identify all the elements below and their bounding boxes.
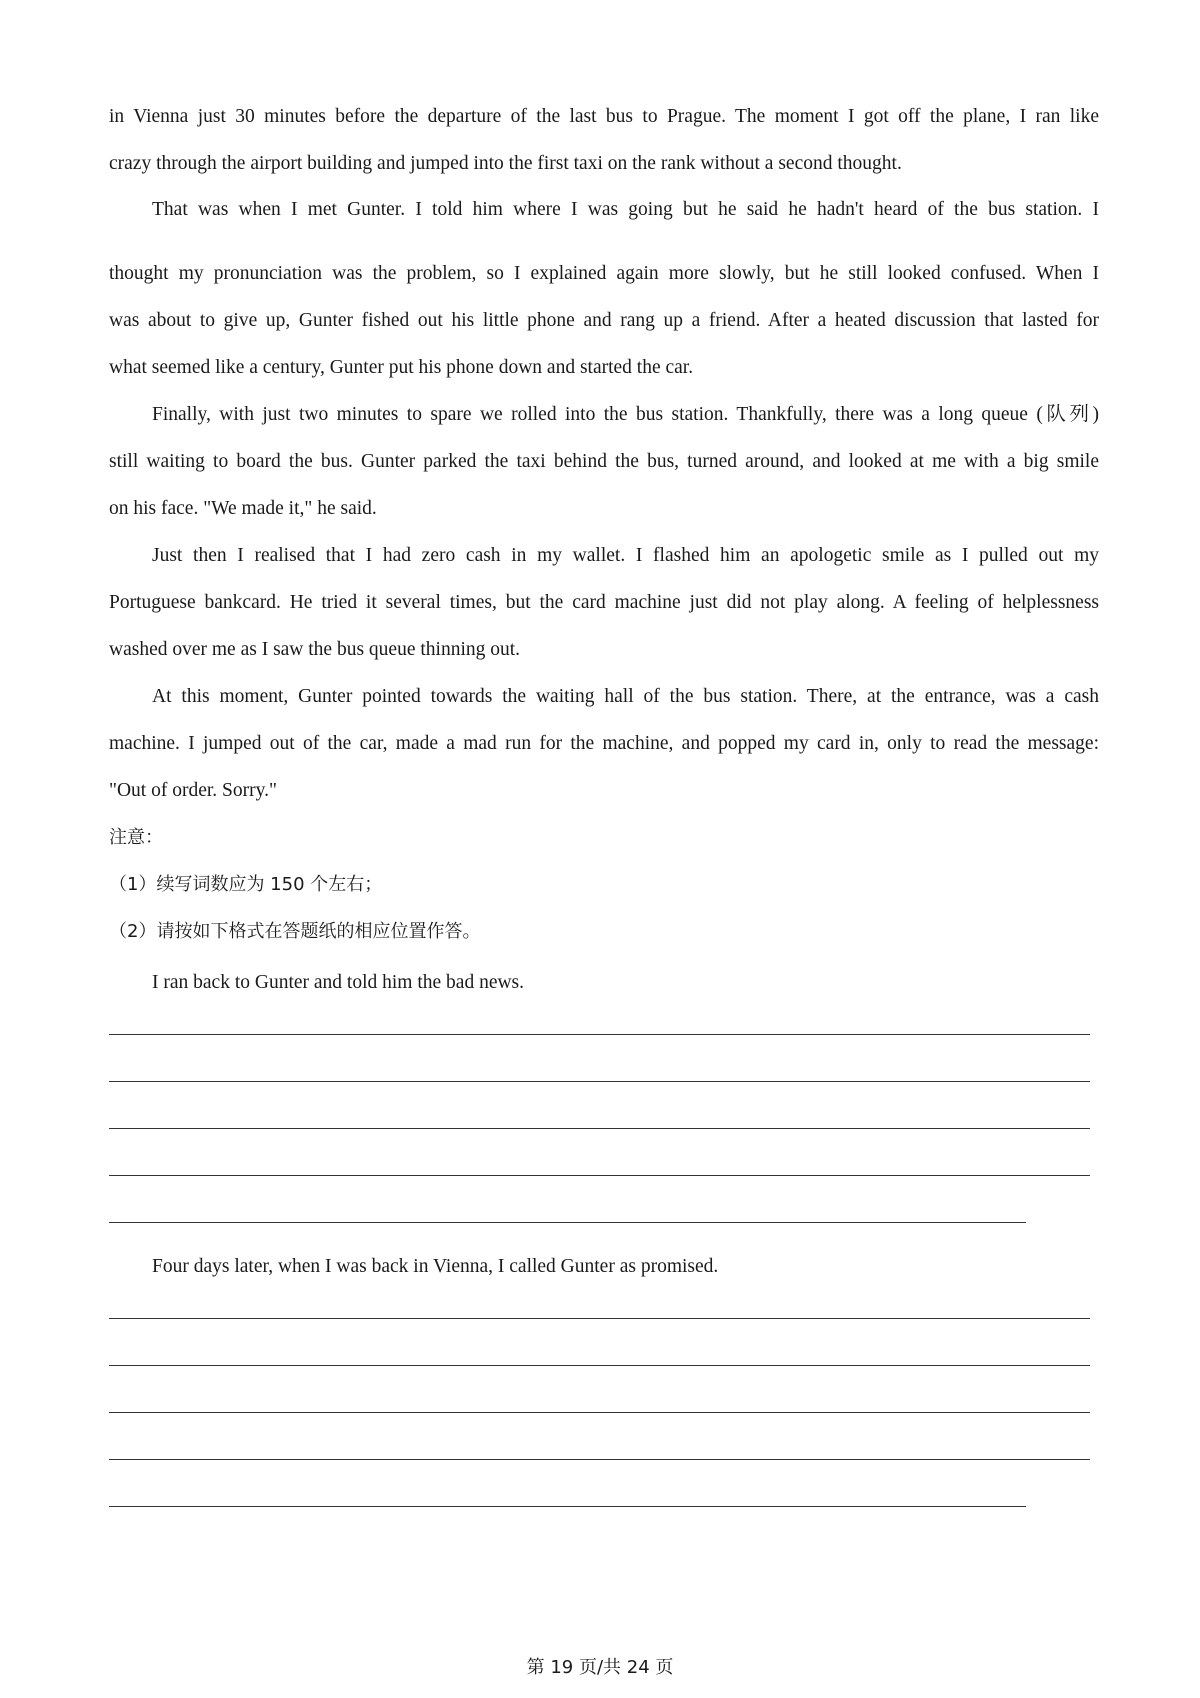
passage-line-1: in Vienna just 30 minutes before the departure of the last bus to Prague. The moment I got off the plane, I ran like xyxy=(109,106,1099,127)
passage-line-11: Portuguese bankcard. He tried it several times, but the card machine just did not play along. A feeling of helplessness xyxy=(109,592,1099,613)
passage-line-9: on his face. "We made it," he said. xyxy=(109,498,377,519)
passage-line-8: still waiting to board the bus. Gunter parked the taxi behind the bus, turned around, and looked at me with a big smile xyxy=(109,451,1099,472)
passage-line-15: "Out of order. Sorry." xyxy=(109,780,277,801)
passage-line-5: was about to give up, Gunter fished out his little phone and rang up a friend. After a heated discussion that lasted for xyxy=(109,310,1099,331)
answer-line[interactable] xyxy=(109,1128,1090,1129)
answer-line[interactable] xyxy=(109,1459,1090,1460)
paragraph-1-opening: I ran back to Gunter and told him the bad news. xyxy=(152,972,525,993)
answer-line[interactable] xyxy=(109,1034,1090,1035)
passage-line-14: machine. I jumped out of the car, made a mad run for the machine, and popped my card in, only to read the message: xyxy=(109,733,1099,754)
page-number: 第 19 页/共 24 页 xyxy=(526,1657,674,1678)
notes-item-2: （2）请按如下格式在答题纸的相应位置作答。 xyxy=(109,921,481,942)
passage-line-3: That was when I met Gunter. I told him where I was going but he said he hadn't heard of the bus station. I xyxy=(152,199,1099,220)
answer-line[interactable] xyxy=(109,1175,1090,1176)
passage-line-13: At this moment, Gunter pointed towards the waiting hall of the bus station. There, at the entrance, was a cash xyxy=(152,686,1099,707)
passage-line-4: thought my pronunciation was the problem, so I explained again more slowly, but he still looked confused. When I xyxy=(109,263,1099,284)
answer-line[interactable] xyxy=(109,1365,1090,1366)
answer-line[interactable] xyxy=(109,1081,1090,1082)
passage-line-7: Finally, with just two minutes to spare we rolled into the bus station. Thankfully, there was a long queue (队列) xyxy=(152,404,1099,425)
answer-line[interactable] xyxy=(109,1506,1026,1507)
answer-line[interactable] xyxy=(109,1222,1026,1223)
passage-line-10: Just then I realised that I had zero cash in my wallet. I flashed him an apologetic smile as I pulled out my xyxy=(152,545,1099,566)
passage-line-6: what seemed like a century, Gunter put his phone down and started the car. xyxy=(109,357,694,378)
answer-line[interactable] xyxy=(109,1412,1090,1413)
answer-line[interactable] xyxy=(109,1318,1090,1319)
passage-line-12: washed over me as I saw the bus queue thinning out. xyxy=(109,639,521,660)
passage-line-2: crazy through the airport building and jumped into the first taxi on the rank without a second thought. xyxy=(109,153,902,174)
notes-heading: 注意： xyxy=(109,827,163,848)
paragraph-2-opening: Four days later, when I was back in Vienna, I called Gunter as promised. xyxy=(152,1256,719,1277)
notes-item-1: （1）续写词数应为 150 个左右； xyxy=(109,874,383,895)
